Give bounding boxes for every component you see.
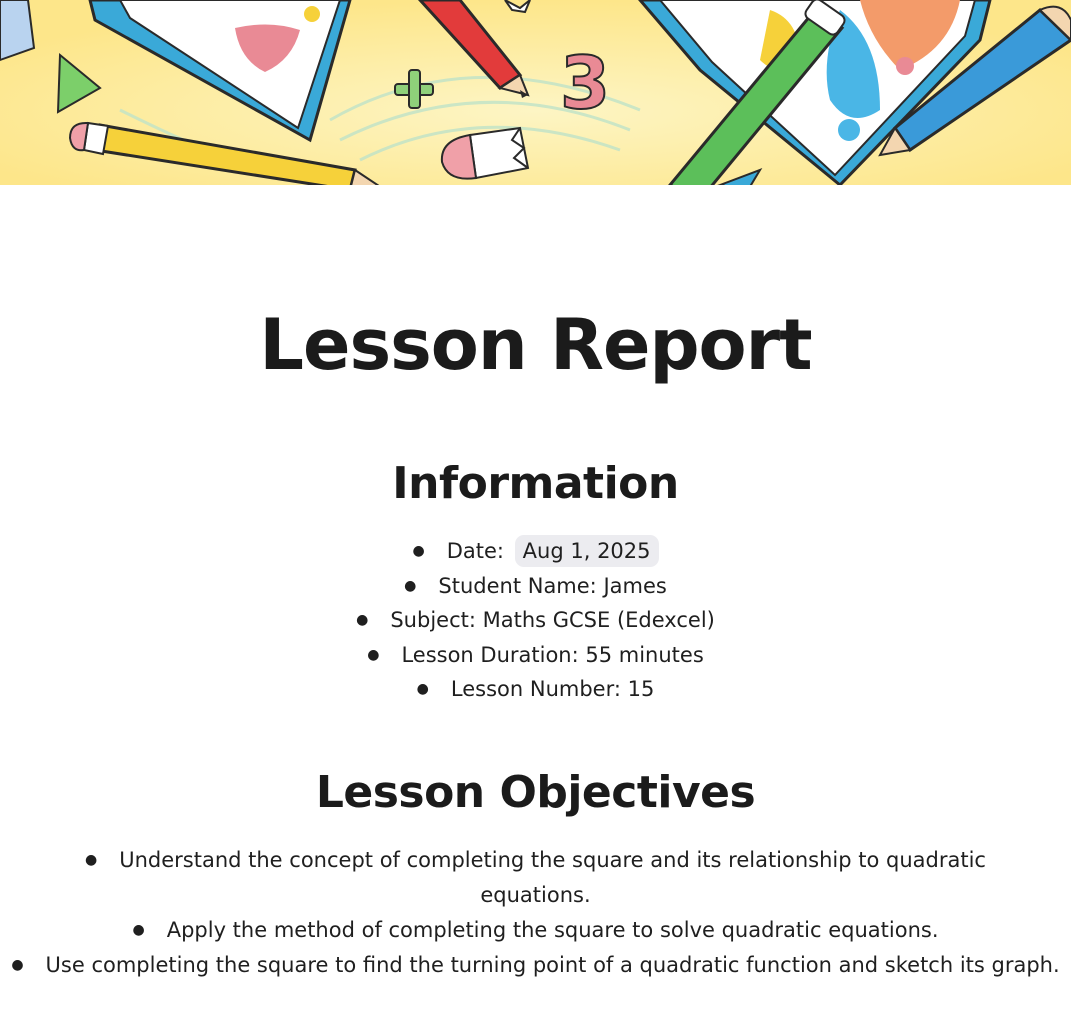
list-item [0, 638, 1071, 673]
bullet-icon: ● [404, 577, 417, 594]
information-heading: Information [392, 458, 679, 509]
lesson-duration: Lesson Duration: 55 minutes [401, 642, 704, 667]
information-list [0, 534, 1071, 707]
date-label: Date: [446, 539, 504, 563]
list-item [0, 569, 1071, 604]
list-item [0, 913, 1071, 948]
bullet-icon: ● [85, 852, 98, 868]
list-item [11, 948, 1061, 983]
bullet-icon: ● [416, 681, 429, 697]
objective-text: Apply the method of completing the square to solve quadratic equations. [166, 918, 939, 942]
lesson-number: Lesson Number: 15 [450, 677, 655, 701]
bullet-icon: ● [367, 646, 380, 663]
date-chip[interactable]: Aug 1, 2025 [515, 535, 659, 567]
school-supplies-illustration [0, 0, 1071, 185]
subject: Subject: Maths GCSE (Edexcel) [390, 608, 715, 632]
list-item [0, 672, 1071, 707]
bullet-icon: ● [356, 612, 369, 628]
numeral-three: 3 [559, 41, 611, 125]
student-name: Student Name: James [438, 573, 667, 598]
bullet-icon: ● [412, 543, 425, 559]
list-item [0, 603, 1071, 638]
list-item [0, 534, 1071, 569]
list-item [56, 843, 1016, 913]
objectives-heading: Lesson Objectives [315, 767, 756, 818]
objectives-list [0, 843, 1071, 983]
bullet-icon: ● [132, 922, 145, 938]
header-banner [0, 0, 1071, 185]
objective-text: Understand the concept of completing the square and its relationship to quadratic equations. [119, 848, 986, 907]
objective-text: Use completing the square to find the turning point of a quadratic function and sketch its graph. [45, 953, 1060, 977]
bullet-icon: ● [11, 957, 24, 973]
page-title: Lesson Report [259, 304, 812, 386]
